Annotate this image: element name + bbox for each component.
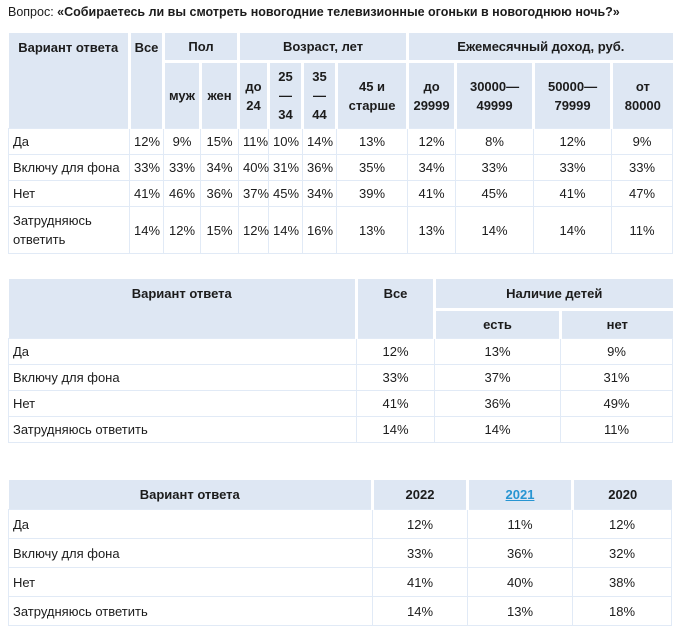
cell-value: 14% (303, 129, 337, 155)
row-label: Затрудняюсь ответить (9, 597, 373, 626)
cell-value: 13% (408, 207, 456, 254)
col-header-year-2022: 2022 (373, 480, 468, 510)
cell-value: 12% (534, 129, 612, 155)
cell-value: 14% (435, 417, 561, 443)
cell-value: 32% (573, 539, 672, 568)
col-header-all: Все (357, 279, 435, 339)
cell-value: 49% (561, 391, 673, 417)
cell-value: 35% (337, 155, 408, 181)
col-header-age-25-34: 25—34 (269, 62, 303, 129)
cell-value: 12% (164, 207, 201, 254)
row-label: Нет (9, 568, 373, 597)
table-row (9, 129, 673, 155)
cell-value: 14% (534, 207, 612, 254)
table-row (9, 510, 672, 539)
cell-value: 34% (408, 155, 456, 181)
cell-value: 41% (130, 181, 164, 207)
col-header-year-2020: 2020 (573, 480, 672, 510)
table-row (9, 568, 672, 597)
cell-value: 9% (612, 129, 673, 155)
col-group-children: Наличие детей (435, 279, 673, 310)
cell-value: 41% (408, 181, 456, 207)
cell-value: 13% (337, 129, 408, 155)
cell-value: 33% (534, 155, 612, 181)
col-header-variant: Вариант ответа (9, 33, 130, 129)
cell-value: 13% (468, 597, 573, 626)
cell-value: 31% (269, 155, 303, 181)
row-label: Включу для фона (9, 155, 130, 181)
table-years (8, 480, 672, 626)
col-header-age-45plus: 45 и старше (337, 62, 408, 129)
row-label: Нет (9, 391, 357, 417)
col-header-variant: Вариант ответа (9, 480, 373, 510)
cell-value: 15% (201, 129, 239, 155)
col-header-year-2021 (468, 480, 573, 510)
row-label: Затрудняюсь ответить (9, 207, 130, 254)
cell-value: 9% (164, 129, 201, 155)
col-header-age-under24: до 24 (239, 62, 269, 129)
cell-value: 10% (269, 129, 303, 155)
cell-value: 33% (456, 155, 534, 181)
cell-value: 34% (201, 155, 239, 181)
cell-value: 40% (239, 155, 269, 181)
row-label: Да (9, 339, 357, 365)
cell-value: 13% (337, 207, 408, 254)
cell-value: 33% (612, 155, 673, 181)
row-label: Нет (9, 181, 130, 207)
question-text: «Собираетесь ли вы смотреть новогодние телевизионные огоньки в новогоднюю ночь?» (57, 5, 620, 19)
cell-value: 12% (357, 339, 435, 365)
table-row (9, 181, 673, 207)
col-header-children-yes: есть (435, 310, 561, 339)
cell-value: 41% (357, 391, 435, 417)
col-header-variant: Вариант ответа (9, 279, 357, 339)
col-header-income-80000plus: от 80000 (612, 62, 673, 129)
table-row (9, 597, 672, 626)
col-header-income-30000-49999: 30000—49999 (456, 62, 534, 129)
col-header-income-under29999: до 29999 (408, 62, 456, 129)
table-row (9, 339, 673, 365)
cell-value: 14% (130, 207, 164, 254)
table-row (9, 539, 672, 568)
cell-value: 14% (357, 417, 435, 443)
cell-value: 36% (303, 155, 337, 181)
col-header-male: муж (164, 62, 201, 129)
row-label: Да (9, 129, 130, 155)
cell-value: 12% (239, 207, 269, 254)
table-row (9, 417, 673, 443)
cell-value: 18% (573, 597, 672, 626)
table-row (9, 155, 673, 181)
col-header-income-50000-79999: 50000—79999 (534, 62, 612, 129)
cell-value: 12% (130, 129, 164, 155)
cell-value: 11% (468, 510, 573, 539)
cell-value: 47% (612, 181, 673, 207)
table-row (9, 365, 673, 391)
table-row (9, 207, 673, 254)
col-group-income: Ежемесячный доход, руб. (408, 33, 673, 62)
table-row (9, 391, 673, 417)
cell-value: 12% (373, 510, 468, 539)
cell-value: 11% (239, 129, 269, 155)
cell-value: 33% (130, 155, 164, 181)
cell-value: 11% (561, 417, 673, 443)
table-children (8, 279, 673, 443)
cell-value: 14% (456, 207, 534, 254)
cell-value: 33% (373, 539, 468, 568)
col-group-gender: Пол (164, 33, 239, 62)
row-label: Да (9, 510, 373, 539)
col-header-children-no: нет (561, 310, 673, 339)
cell-value: 37% (435, 365, 561, 391)
cell-value: 36% (435, 391, 561, 417)
cell-value: 33% (357, 365, 435, 391)
cell-value: 14% (373, 597, 468, 626)
cell-value: 11% (612, 207, 673, 254)
cell-value: 45% (456, 181, 534, 207)
row-label: Включу для фона (9, 539, 373, 568)
cell-value: 14% (269, 207, 303, 254)
row-label: Включу для фона (9, 365, 357, 391)
cell-value: 38% (573, 568, 672, 597)
table-demographics (8, 33, 673, 254)
cell-value: 45% (269, 181, 303, 207)
cell-value: 12% (408, 129, 456, 155)
col-header-female: жен (201, 62, 239, 129)
col-header-all: Все (130, 33, 164, 129)
cell-value: 34% (303, 181, 337, 207)
cell-value: 39% (337, 181, 408, 207)
year-2021-link[interactable]: 2021 (505, 487, 535, 502)
question-prefix: Вопрос: (8, 5, 54, 19)
col-group-age: Возраст, лет (239, 33, 408, 62)
cell-value: 41% (534, 181, 612, 207)
cell-value: 16% (303, 207, 337, 254)
cell-value: 31% (561, 365, 673, 391)
cell-value: 46% (164, 181, 201, 207)
cell-value: 36% (201, 181, 239, 207)
row-label: Затрудняюсь ответить (9, 417, 357, 443)
cell-value: 9% (561, 339, 673, 365)
cell-value: 41% (373, 568, 468, 597)
cell-value: 36% (468, 539, 573, 568)
cell-value: 40% (468, 568, 573, 597)
survey-question (8, 4, 671, 21)
cell-value: 37% (239, 181, 269, 207)
cell-value: 33% (164, 155, 201, 181)
cell-value: 15% (201, 207, 239, 254)
col-header-age-35-44: 35—44 (303, 62, 337, 129)
cell-value: 13% (435, 339, 561, 365)
cell-value: 12% (573, 510, 672, 539)
cell-value: 8% (456, 129, 534, 155)
